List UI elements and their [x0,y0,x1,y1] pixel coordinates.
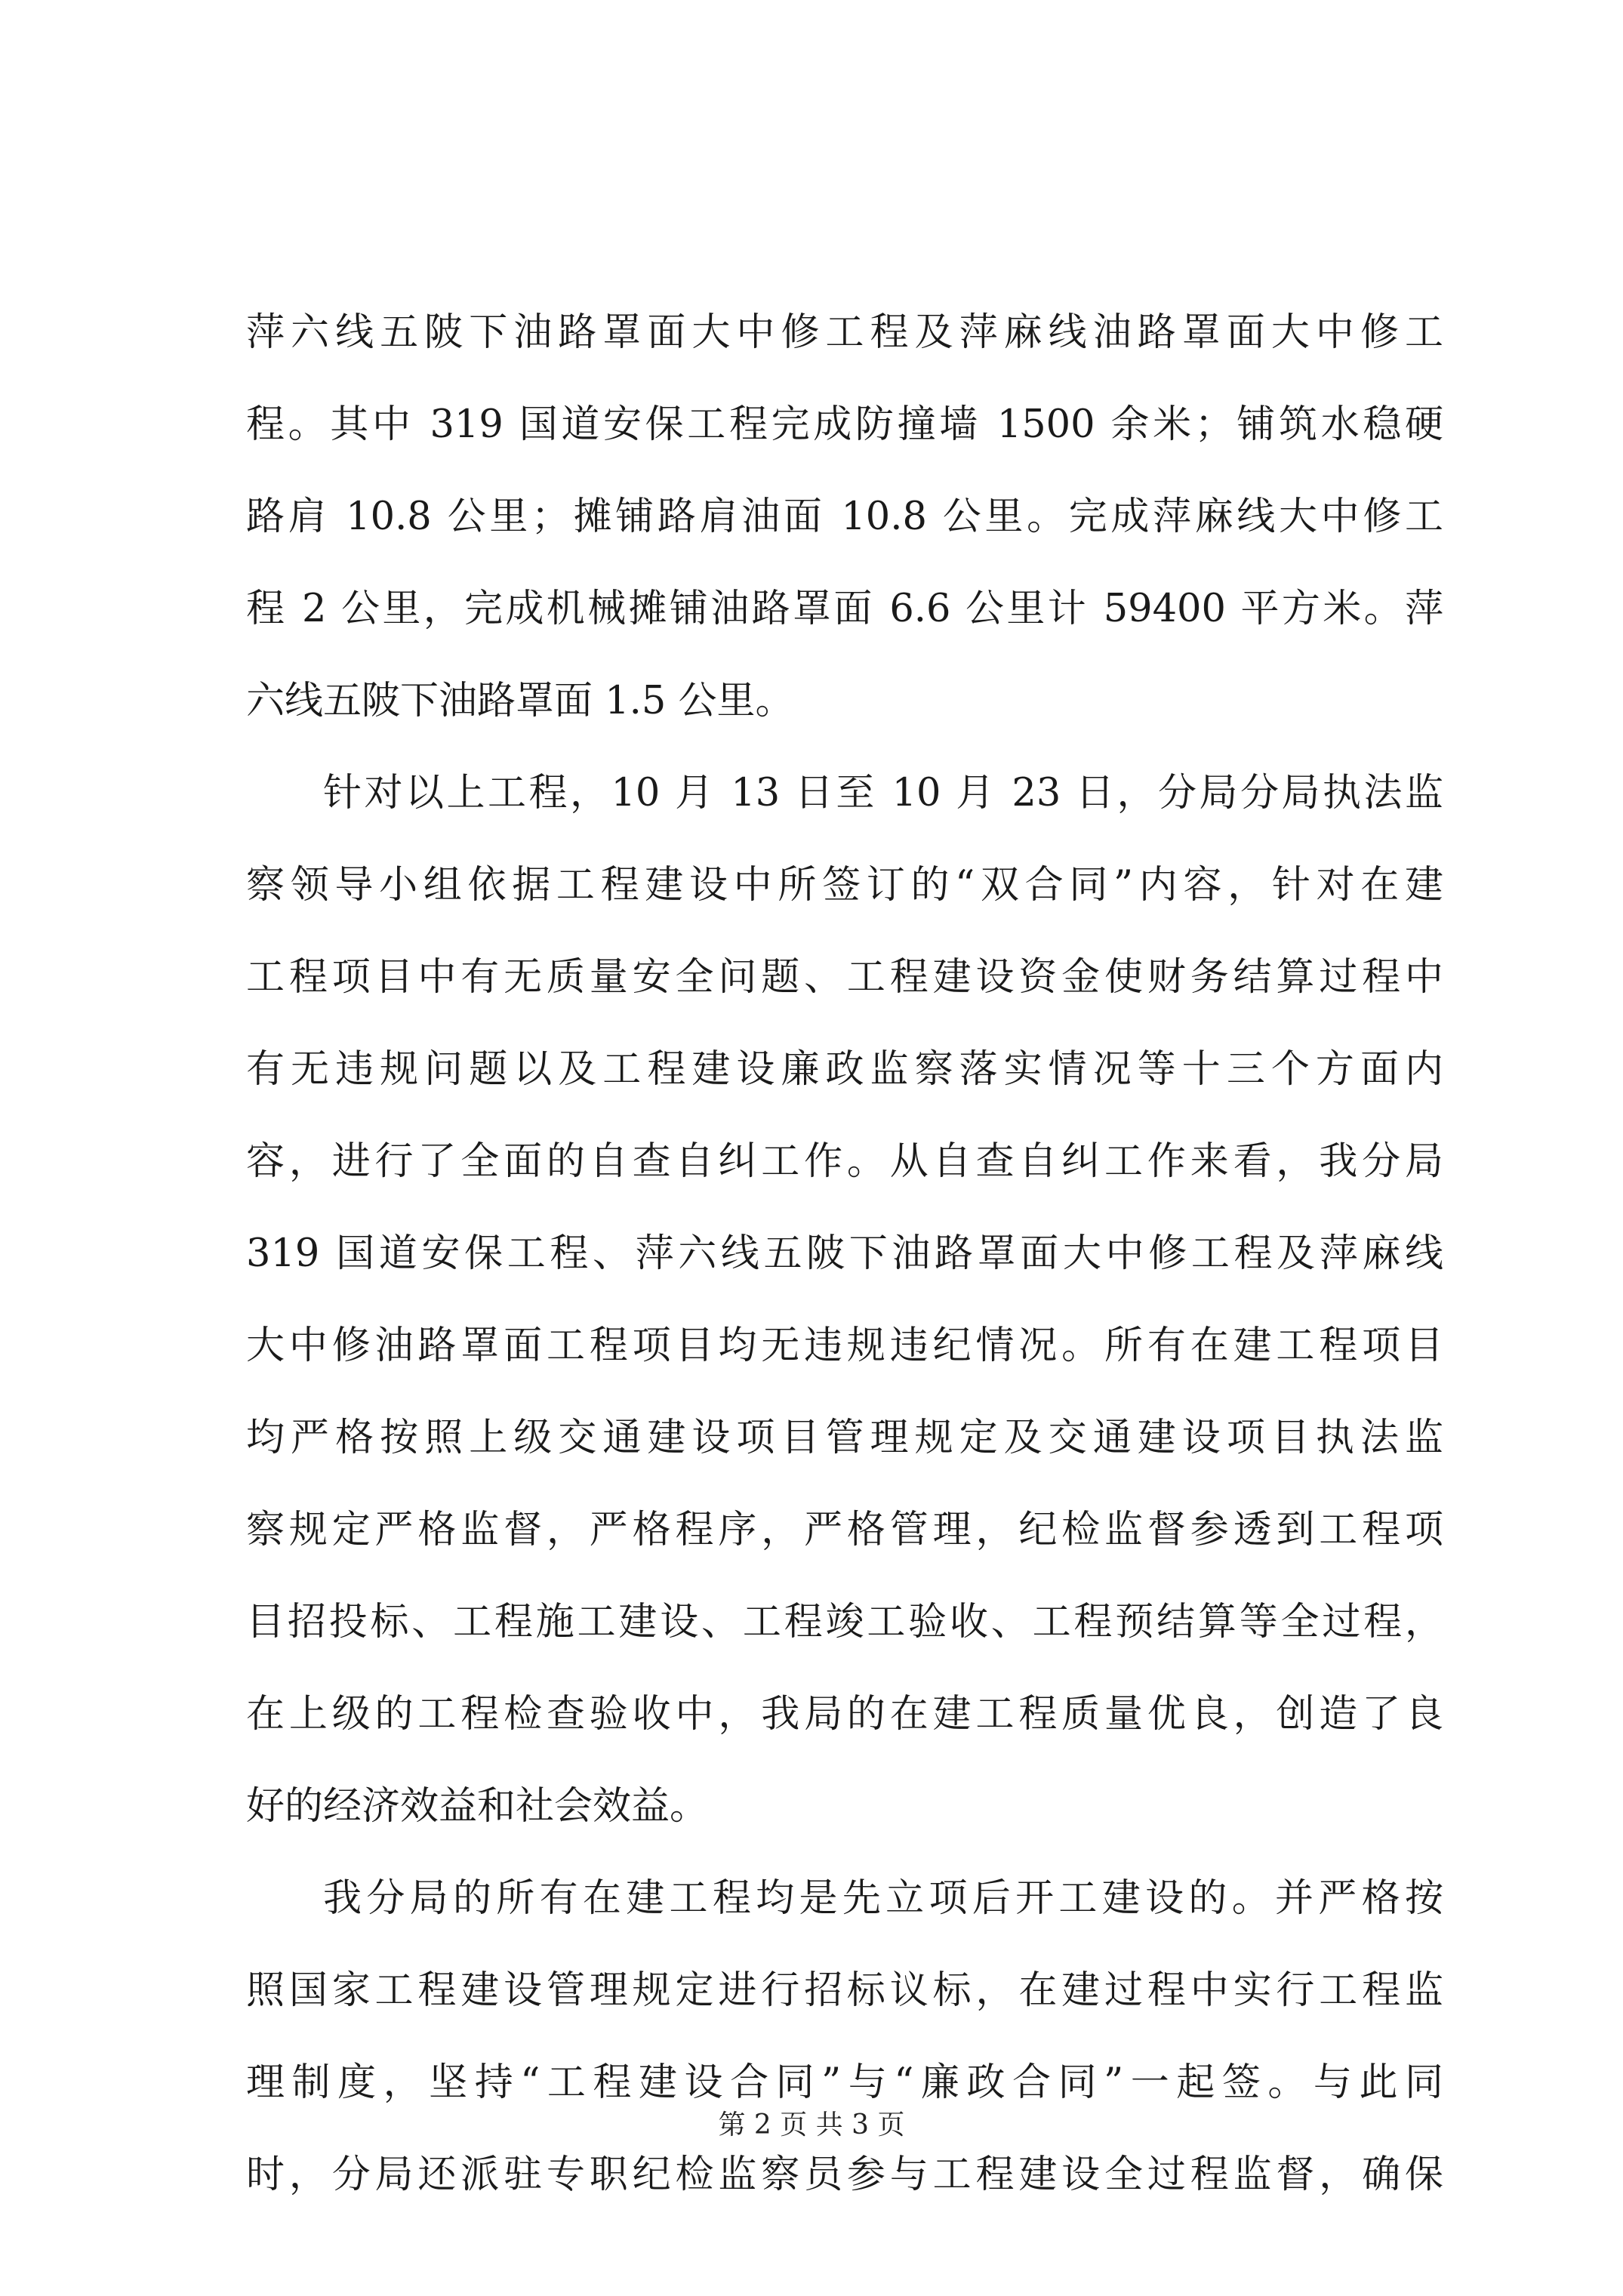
text-line: 目招投标、工程施工建设、工程竣工验收、工程预结算等全过程， [246,1600,1443,1644]
text-line: 319 国道安保工程、萍六线五陂下油路罩面大中修工程及萍麻线 [246,1231,1443,1276]
paragraph [246,747,1443,1853]
text-line: 察规定严格监督，严格程序，严格管理，纪检监督参透到工程项 [246,1508,1443,1552]
text-line: 察领导小组依据工程建设中所签订的“双合同”内容，针对在建 [246,863,1443,908]
text-line: 路肩 10.8 公里；摊铺路肩油面 10.8 公里。完成萍麻线大中修工 [246,495,1443,539]
text-line: 针对以上工程，10 月 13 日至 10 月 23 日，分局分局执法监 [323,771,1443,815]
text-line: 程 2 公里，完成机械摊铺油路罩面 6.6 公里计 59400 平方米。萍 [246,587,1443,631]
text-line: 程。其中 319 国道安保工程完成防撞墙 1500 余米；铺筑水稳硬 [246,402,1443,447]
paragraph [246,1853,1443,2221]
text-line: 照国家工程建设管理规定进行招标议标，在建过程中实行工程监 [246,1968,1443,2013]
text-line: 我分局的所有在建工程均是先立项后开工建设的。并严格按 [323,1876,1443,1921]
text-line: 理制度，坚持“工程建设合同”与“廉政合同”一起签。与此同 [246,2060,1443,2105]
text-line: 时，分局还派驻专职纪检监察员参与工程建设全过程监督，确保 [246,2153,1443,2197]
page-number: 第 2 页 共 3 页 [718,2110,905,2140]
body-text [246,287,1443,2221]
page-footer [0,2106,1623,2144]
text-line: 在上级的工程检查验收中，我局的在建工程质量优良，创造了良 [246,1692,1443,1737]
text-line: 大中修油路罩面工程项目均无违规违纪情况。所有在建工程项目 [246,1324,1443,1368]
text-line: 容，进行了全面的自查自纠工作。从自查自纠工作来看，我分局 [246,1139,1443,1184]
text-line: 均严格按照上级交通建设项目管理规定及交通建设项目执法监 [246,1416,1443,1460]
text-line: 工程项目中有无质量安全问题、工程建设资金使财务结算过程中 [246,955,1443,1000]
text-line: 萍六线五陂下油路罩面大中修工程及萍麻线油路罩面大中修工 [246,310,1443,355]
text-line: 好的经济效益和社会效益。 [246,1784,709,1829]
paragraph [246,287,1443,747]
text-line: 有无违规问题以及工程建设廉政监察落实情况等十三个方面内 [246,1047,1443,1092]
text-line: 六线五陂下油路罩面 1.5 公里。 [246,679,794,723]
